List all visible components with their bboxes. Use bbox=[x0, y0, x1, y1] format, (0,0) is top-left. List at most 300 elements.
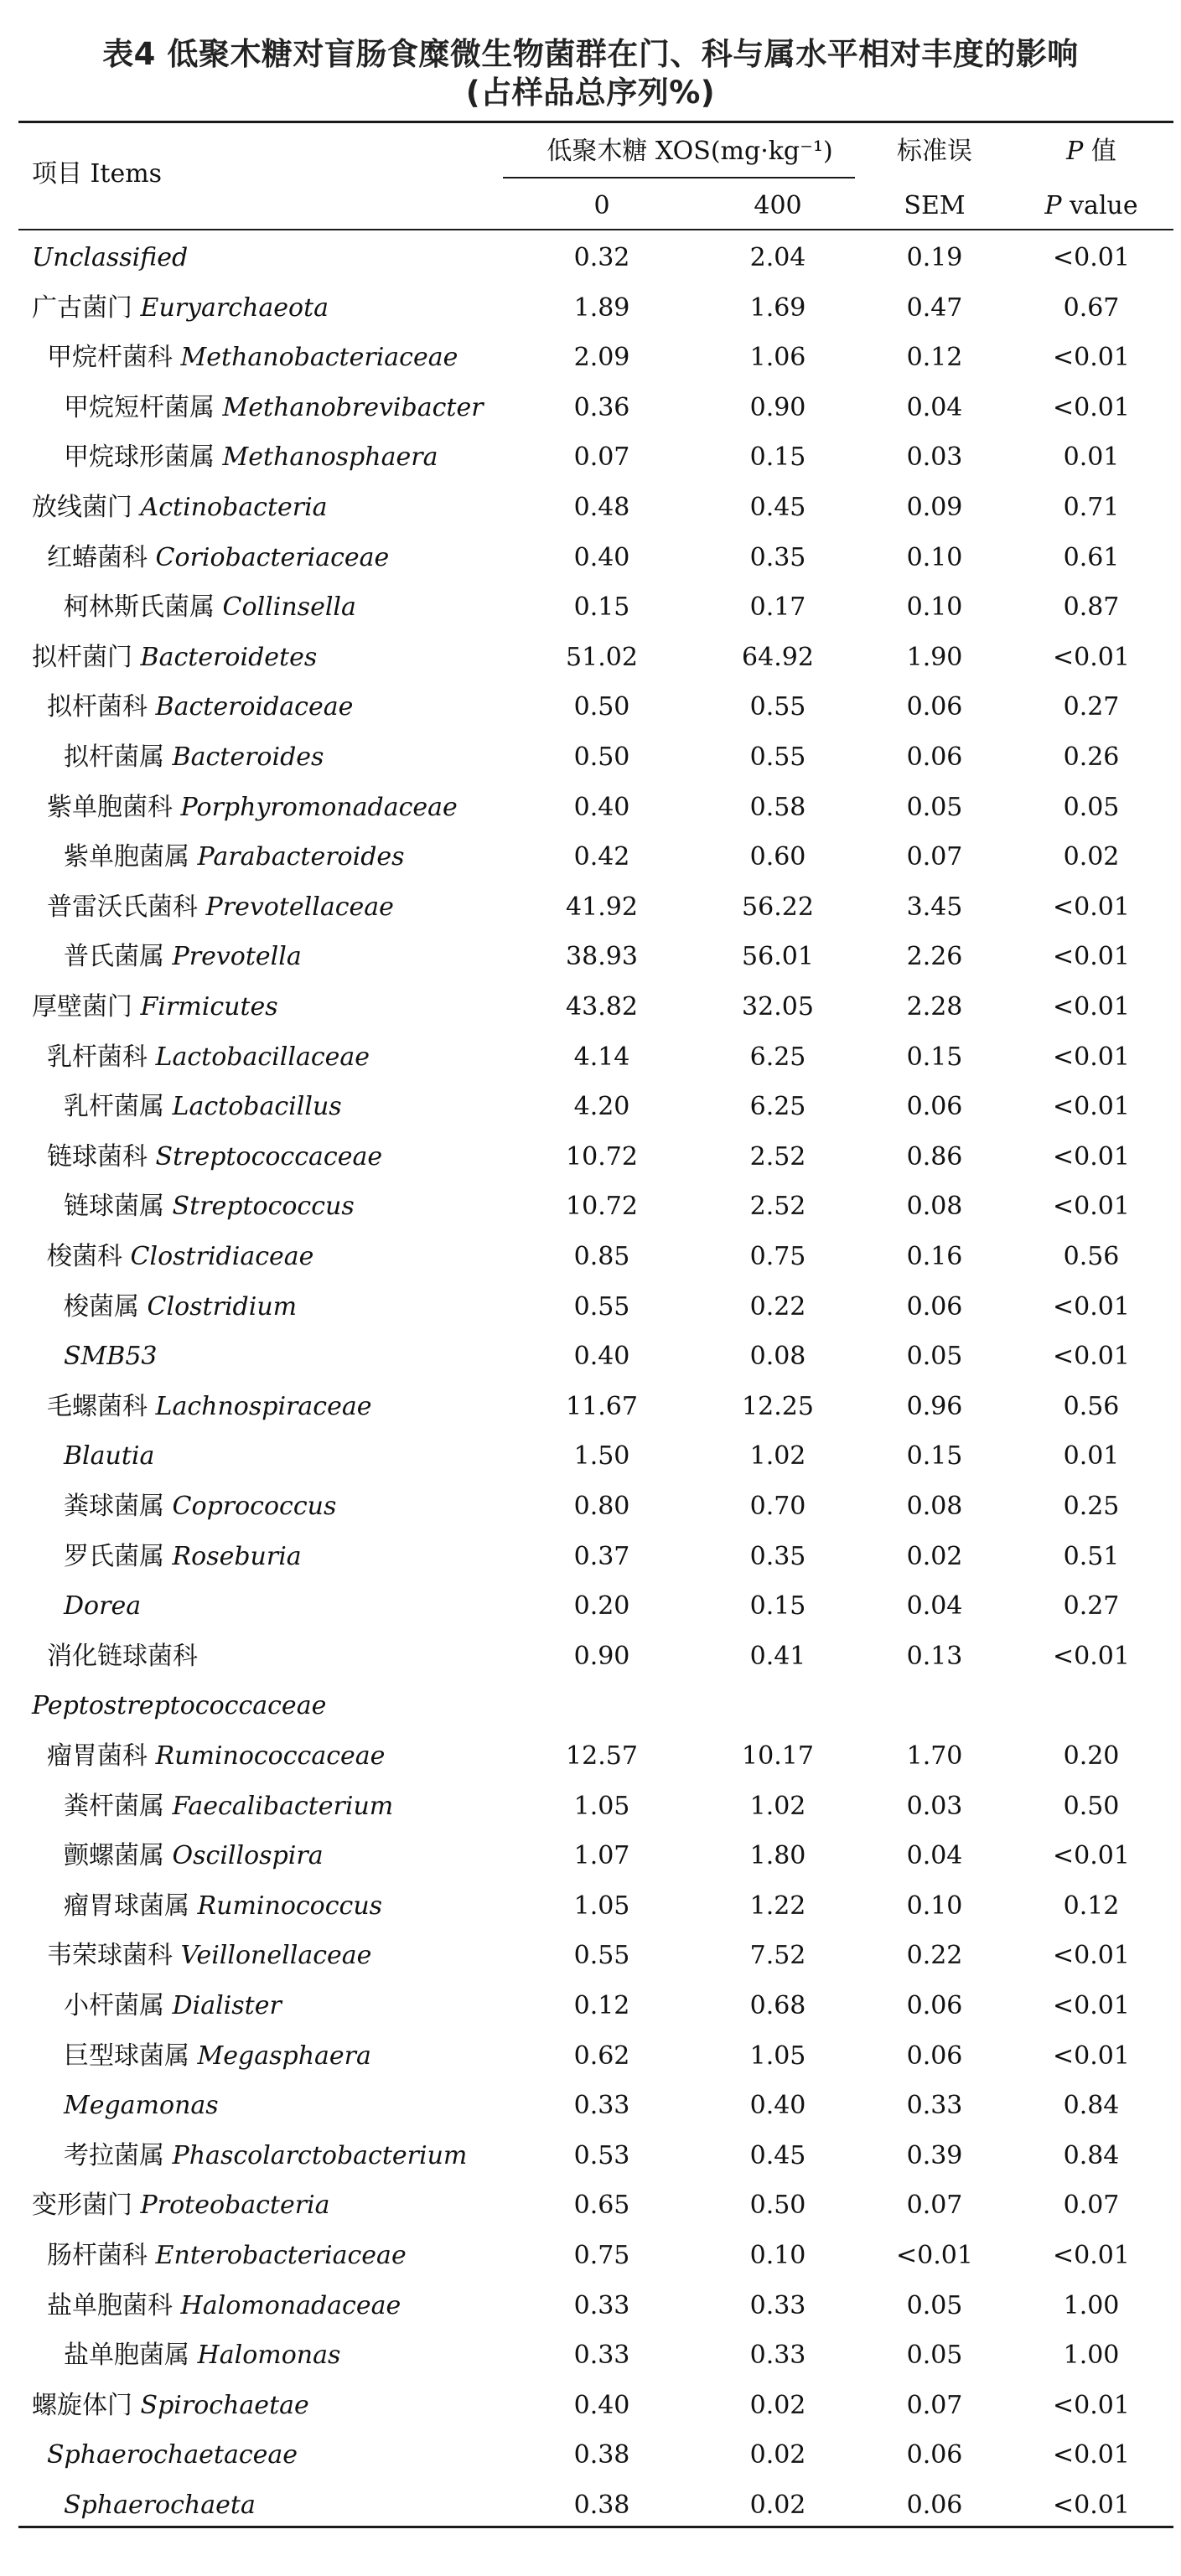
table-row bbox=[0, 2231, 1181, 2281]
table-row bbox=[0, 932, 1181, 982]
value-sem: 0.08 bbox=[906, 1192, 963, 1222]
table-row bbox=[0, 2031, 1181, 2082]
taxon-chinese-name: 变形菌门 bbox=[32, 2191, 141, 2221]
value-p: 1.00 bbox=[1063, 2290, 1120, 2320]
table-row bbox=[0, 1232, 1181, 1282]
table-row bbox=[0, 2330, 1181, 2381]
taxon-chinese-name: 红蝽菌科 bbox=[47, 542, 156, 572]
value-xos-400: 56.22 bbox=[742, 892, 814, 922]
taxon-scientific-name: Parabacteroides bbox=[197, 842, 405, 872]
header-p-cn-text: 值 bbox=[1083, 137, 1116, 166]
value-p: 0.50 bbox=[1063, 1791, 1120, 1821]
taxon-scientific-name: Sphaerochaetaceae bbox=[47, 2440, 298, 2470]
value-sem: 0.06 bbox=[906, 2440, 963, 2470]
value-sem: 0.04 bbox=[906, 392, 963, 422]
value-xos-0: 51.02 bbox=[566, 642, 638, 672]
value-xos-400: 2.04 bbox=[749, 243, 806, 272]
value-p: 1.00 bbox=[1063, 2341, 1120, 2371]
value-xos-0: 10.72 bbox=[566, 1141, 638, 1172]
table-row bbox=[0, 283, 1181, 334]
taxon-chinese-name: 盐单胞菌科 bbox=[47, 2290, 181, 2320]
taxon-chinese-name: 甲烷杆菌科 bbox=[47, 343, 181, 373]
taxon-scientific-name: Megamonas bbox=[64, 2091, 219, 2121]
value-sem: 0.19 bbox=[906, 243, 963, 272]
value-p: 0.67 bbox=[1063, 292, 1120, 323]
value-xos-0: 0.50 bbox=[573, 742, 630, 772]
taxon-scientific-name: Coprococcus bbox=[172, 1492, 337, 1521]
value-xos-400: 12.25 bbox=[742, 1391, 814, 1421]
value-sem: 0.96 bbox=[906, 1391, 963, 1421]
table-row bbox=[0, 333, 1181, 383]
value-p: <0.01 bbox=[1053, 942, 1130, 972]
value-sem: 0.09 bbox=[906, 493, 963, 522]
taxon-scientific-name: Lactobacillus bbox=[172, 1092, 342, 1122]
value-p: <0.01 bbox=[1053, 2440, 1130, 2470]
row-label bbox=[64, 1482, 336, 1532]
table-row bbox=[0, 1931, 1181, 1981]
value-p: <0.01 bbox=[1053, 1941, 1130, 1971]
value-xos-0: 4.14 bbox=[573, 1042, 630, 1072]
value-p: 0.56 bbox=[1063, 1391, 1120, 1421]
value-xos-0: 0.32 bbox=[573, 243, 630, 272]
value-sem: 2.28 bbox=[906, 992, 963, 1022]
table-row bbox=[0, 2180, 1181, 2231]
row-label bbox=[64, 1182, 355, 1232]
taxon-scientific-name: Halomonas bbox=[197, 2341, 341, 2371]
value-xos-0: 1.50 bbox=[573, 1441, 630, 1472]
taxon-scientific-name: Faecalibacterium bbox=[172, 1791, 394, 1821]
value-sem: 0.05 bbox=[906, 792, 963, 822]
value-xos-0: 0.50 bbox=[573, 692, 630, 722]
row-label bbox=[64, 383, 484, 433]
table-row bbox=[0, 1482, 1181, 1532]
row-label bbox=[47, 1382, 371, 1432]
taxon-scientific-name: Dialister bbox=[172, 1991, 282, 2020]
value-p: <0.01 bbox=[1053, 1342, 1130, 1372]
taxon-scientific-name: Lachnospiraceae bbox=[155, 1391, 372, 1421]
value-xos-400: 1.06 bbox=[749, 343, 806, 373]
taxon-chinese-name: 拟杆菌门 bbox=[32, 642, 141, 672]
value-xos-400: 0.02 bbox=[749, 2390, 806, 2420]
value-xos-0: 1.05 bbox=[573, 1891, 630, 1921]
table-row bbox=[0, 1831, 1181, 1881]
table-row bbox=[0, 233, 1181, 283]
value-sem: 0.03 bbox=[906, 442, 963, 473]
value-p: 0.27 bbox=[1063, 1591, 1120, 1622]
value-p: 0.20 bbox=[1063, 1741, 1120, 1771]
value-xos-400: 0.33 bbox=[749, 2290, 806, 2320]
taxon-chinese-name: 瘤胃菌科 bbox=[47, 1741, 156, 1771]
row-label bbox=[47, 333, 458, 383]
taxon-scientific-name: Halomonadaceae bbox=[180, 2290, 401, 2320]
taxon-scientific-name: Streptococcaceae bbox=[155, 1141, 383, 1172]
table-row bbox=[0, 1082, 1181, 1132]
value-xos-400: 0.22 bbox=[749, 1291, 806, 1322]
value-xos-0: 2.09 bbox=[573, 343, 630, 373]
row-label bbox=[32, 1681, 326, 1731]
taxon-chinese-name: 肠杆菌科 bbox=[47, 2241, 156, 2270]
table-row bbox=[0, 2480, 1181, 2531]
table-row bbox=[0, 1731, 1181, 1782]
row-label bbox=[32, 283, 329, 334]
value-xos-0: 0.75 bbox=[573, 2241, 630, 2270]
value-xos-400: 1.22 bbox=[749, 1891, 806, 1921]
value-xos-400: 2.52 bbox=[749, 1141, 806, 1172]
taxon-chinese-name: 瘤胃球菌属 bbox=[64, 1891, 198, 1921]
taxon-chinese-name: 普氏菌属 bbox=[64, 942, 173, 972]
value-xos-400: 0.70 bbox=[749, 1492, 806, 1521]
value-sem: 0.13 bbox=[906, 1641, 963, 1671]
value-sem: 0.06 bbox=[906, 2491, 963, 2520]
value-xos-400: 0.45 bbox=[749, 2140, 806, 2170]
header-p-en-symbol: P bbox=[1044, 191, 1062, 220]
taxon-chinese-name: 颤螺菌属 bbox=[64, 1841, 173, 1871]
value-p: <0.01 bbox=[1053, 892, 1130, 922]
row-label bbox=[47, 1232, 313, 1282]
taxon-chinese-name: 螺旋体门 bbox=[32, 2390, 141, 2420]
taxon-chinese-name: 乳杆菌属 bbox=[64, 1092, 173, 1122]
table-row bbox=[0, 1332, 1181, 1382]
value-sem: 0.06 bbox=[906, 2041, 963, 2071]
value-xos-400: 0.15 bbox=[749, 1591, 806, 1622]
taxon-scientific-name: Clostridiaceae bbox=[130, 1242, 314, 1271]
value-p: <0.01 bbox=[1053, 992, 1130, 1022]
value-xos-400: 0.58 bbox=[749, 792, 806, 822]
table-row bbox=[0, 1132, 1181, 1182]
taxon-scientific-name: Sphaerochaeta bbox=[64, 2491, 256, 2520]
value-p: <0.01 bbox=[1053, 642, 1130, 672]
value-sem: 1.90 bbox=[906, 642, 963, 672]
taxon-chinese-name: 粪球菌属 bbox=[64, 1492, 173, 1521]
header-p-cn-symbol: P bbox=[1066, 137, 1084, 166]
value-sem: 0.04 bbox=[906, 1591, 963, 1622]
value-xos-400: 7.52 bbox=[749, 1941, 806, 1971]
table-row bbox=[0, 1681, 1181, 1731]
value-sem: 0.04 bbox=[906, 1841, 963, 1871]
table-subtitle: (占样品总序列%) bbox=[465, 75, 716, 111]
value-xos-0: 0.33 bbox=[573, 2341, 630, 2371]
row-label bbox=[64, 432, 438, 483]
value-xos-400: 0.15 bbox=[749, 442, 806, 473]
table-row bbox=[0, 582, 1181, 633]
taxon-scientific-name: Prevotella bbox=[172, 942, 302, 972]
value-sem: 0.07 bbox=[906, 2390, 963, 2420]
value-p: <0.01 bbox=[1053, 1141, 1130, 1172]
value-xos-400: 6.25 bbox=[749, 1042, 806, 1072]
value-sem: 0.06 bbox=[906, 1991, 963, 2020]
table-row bbox=[0, 2430, 1181, 2480]
value-xos-400: 0.02 bbox=[749, 2440, 806, 2470]
table-row bbox=[0, 732, 1181, 783]
row-label bbox=[64, 2131, 467, 2181]
taxon-scientific-name: Veillonellaceae bbox=[180, 1941, 372, 1971]
value-sem: 0.10 bbox=[906, 1891, 963, 1921]
value-xos-0: 0.80 bbox=[573, 1492, 630, 1521]
taxon-scientific-name: SMB53 bbox=[64, 1342, 158, 1372]
taxon-scientific-name: Coriobacteriaceae bbox=[155, 542, 390, 572]
taxon-scientific-name: Bacteroides bbox=[172, 742, 324, 772]
value-xos-400: 0.75 bbox=[749, 1242, 806, 1271]
value-p: <0.01 bbox=[1053, 2241, 1130, 2270]
taxon-chinese-name: 甲烷短杆菌属 bbox=[64, 392, 223, 422]
value-xos-0: 0.48 bbox=[573, 493, 630, 522]
header-sem: SEM bbox=[904, 191, 966, 220]
row-label bbox=[32, 982, 278, 1032]
taxon-scientific-name: Collinsella bbox=[222, 592, 356, 623]
taxon-scientific-name: Ruminococcaceae bbox=[155, 1741, 386, 1771]
value-sem: 0.07 bbox=[906, 842, 963, 872]
table-row bbox=[0, 783, 1181, 833]
taxon-chinese-name: 盐单胞菌属 bbox=[64, 2341, 198, 2371]
value-p: 0.27 bbox=[1063, 692, 1120, 722]
table-row bbox=[0, 682, 1181, 732]
taxon-scientific-name: Blautia bbox=[64, 1441, 155, 1472]
value-xos-0: 0.90 bbox=[573, 1641, 630, 1671]
taxon-scientific-name: Enterobacteriaceae bbox=[155, 2241, 407, 2270]
row-label bbox=[64, 2330, 340, 2381]
value-xos-400: 0.68 bbox=[749, 1991, 806, 2020]
value-p: 0.61 bbox=[1063, 542, 1120, 572]
value-xos-0: 0.40 bbox=[573, 542, 630, 572]
value-xos-0: 4.20 bbox=[573, 1092, 630, 1122]
value-xos-0: 43.82 bbox=[566, 992, 638, 1022]
value-xos-0: 0.40 bbox=[573, 1342, 630, 1372]
taxon-chinese-name: 小杆菌属 bbox=[64, 1991, 173, 2020]
value-sem: 0.06 bbox=[906, 692, 963, 722]
value-xos-0: 1.89 bbox=[573, 292, 630, 323]
value-p: <0.01 bbox=[1053, 2390, 1130, 2420]
value-sem: 0.47 bbox=[906, 292, 963, 323]
value-sem: 0.16 bbox=[906, 1242, 963, 1271]
taxon-scientific-name: Methanobrevibacter bbox=[222, 392, 484, 422]
taxon-chinese-name: 放线菌门 bbox=[32, 493, 141, 522]
row-label bbox=[64, 1532, 302, 1582]
taxon-chinese-name: 拟杆菌科 bbox=[47, 692, 156, 722]
taxon-chinese-name: 甲烷球形菌属 bbox=[64, 442, 223, 473]
table-row bbox=[0, 2281, 1181, 2331]
value-xos-0: 12.57 bbox=[566, 1741, 638, 1771]
value-xos-400: 0.08 bbox=[749, 1342, 806, 1372]
value-xos-0: 0.40 bbox=[573, 2390, 630, 2420]
header-xos: 低聚木糖 XOS(mg·kg⁻¹) bbox=[546, 137, 833, 166]
value-p: <0.01 bbox=[1053, 1641, 1130, 1671]
taxon-scientific-name: Spirochaetae bbox=[140, 2390, 309, 2420]
table-row bbox=[0, 1182, 1181, 1232]
header-dose-400: 400 bbox=[754, 191, 802, 220]
value-xos-400: 1.05 bbox=[749, 2041, 806, 2071]
taxon-scientific-name: Clostridium bbox=[147, 1291, 298, 1322]
row-label bbox=[64, 832, 405, 882]
row-label bbox=[64, 2031, 371, 2082]
taxon-chinese-name: 罗氏菌属 bbox=[64, 1541, 173, 1571]
row-label bbox=[64, 1282, 297, 1332]
row-label bbox=[47, 1731, 385, 1782]
value-p: 0.84 bbox=[1063, 2091, 1120, 2121]
row-label bbox=[64, 2081, 219, 2131]
value-xos-0: 0.37 bbox=[573, 1541, 630, 1571]
value-sem: 0.33 bbox=[906, 2091, 963, 2121]
taxon-scientific-name: Euryarchaeota bbox=[140, 292, 329, 323]
value-xos-0: 10.72 bbox=[566, 1192, 638, 1222]
value-xos-0: 0.42 bbox=[573, 842, 630, 872]
value-xos-0: 0.20 bbox=[573, 1591, 630, 1622]
header-dose-0: 0 bbox=[593, 191, 610, 220]
value-xos-400: 1.69 bbox=[749, 292, 806, 323]
value-xos-400: 32.05 bbox=[742, 992, 814, 1022]
row-label bbox=[32, 633, 317, 683]
row-label bbox=[47, 2281, 401, 2331]
value-sem: 0.15 bbox=[906, 1441, 963, 1472]
row-label bbox=[47, 682, 353, 732]
taxon-chinese-name: 链球菌属 bbox=[64, 1192, 173, 1222]
value-p: <0.01 bbox=[1053, 1042, 1130, 1072]
value-xos-0: 0.36 bbox=[573, 392, 630, 422]
taxon-scientific-name: Phascolarctobacterium bbox=[172, 2140, 468, 2170]
table-row bbox=[0, 982, 1181, 1032]
value-xos-400: 56.01 bbox=[742, 942, 814, 972]
taxon-chinese-name: 梭菌属 bbox=[64, 1291, 148, 1322]
value-sem: 0.86 bbox=[906, 1141, 963, 1172]
value-sem: 1.70 bbox=[906, 1741, 963, 1771]
value-xos-0: 1.07 bbox=[573, 1841, 630, 1871]
taxon-scientific-name: Porphyromonadaceae bbox=[180, 792, 458, 822]
taxon-scientific-name: Prevotellaceae bbox=[205, 892, 394, 922]
value-sem: 0.07 bbox=[906, 2191, 963, 2221]
taxon-chinese-name: 拟杆菌属 bbox=[64, 742, 173, 772]
taxon-chinese-name: 乳杆菌科 bbox=[47, 1042, 156, 1072]
value-xos-0: 0.12 bbox=[573, 1991, 630, 2020]
table-header-rule bbox=[18, 229, 1173, 230]
row-label bbox=[47, 783, 458, 833]
taxon-chinese-name: 消化链球菌科 bbox=[47, 1641, 198, 1671]
header-p-en-text: value bbox=[1061, 191, 1138, 220]
taxon-scientific-name: Megasphaera bbox=[197, 2041, 371, 2071]
table-row bbox=[0, 882, 1181, 933]
value-xos-400: 0.55 bbox=[749, 742, 806, 772]
value-sem: 0.06 bbox=[906, 1291, 963, 1322]
value-p: 0.87 bbox=[1063, 592, 1120, 623]
row-label bbox=[32, 233, 188, 283]
taxon-scientific-name: Proteobacteria bbox=[140, 2191, 330, 2221]
value-p: <0.01 bbox=[1053, 392, 1130, 422]
taxon-chinese-name: 紫单胞菌科 bbox=[47, 792, 181, 822]
row-label bbox=[47, 1632, 198, 1682]
table-row bbox=[0, 1282, 1181, 1332]
value-p: 0.01 bbox=[1063, 442, 1120, 473]
taxon-chinese-name: 柯林斯氏菌属 bbox=[64, 592, 223, 623]
value-p: 0.84 bbox=[1063, 2140, 1120, 2170]
taxon-chinese-name: 粪杆菌属 bbox=[64, 1791, 173, 1821]
value-p: <0.01 bbox=[1053, 2491, 1130, 2520]
table-row bbox=[0, 432, 1181, 483]
header-p-en bbox=[1044, 191, 1138, 220]
value-xos-400: 0.60 bbox=[749, 842, 806, 872]
taxon-chinese-name: 毛螺菌科 bbox=[47, 1391, 156, 1421]
taxon-chinese-name: 梭菌科 bbox=[47, 1242, 131, 1271]
value-xos-400: 0.41 bbox=[749, 1641, 806, 1671]
value-sem: 0.06 bbox=[906, 742, 963, 772]
table-row bbox=[0, 2381, 1181, 2431]
value-xos-0: 0.33 bbox=[573, 2091, 630, 2121]
row-label bbox=[64, 732, 324, 783]
header-sem-cn: 标准误 bbox=[897, 137, 972, 166]
row-label bbox=[47, 882, 394, 933]
table-row bbox=[0, 832, 1181, 882]
value-sem: <0.01 bbox=[896, 2241, 973, 2270]
row-label bbox=[32, 2381, 309, 2431]
row-label bbox=[32, 2180, 330, 2231]
row-label bbox=[64, 1782, 393, 1832]
value-xos-400: 0.55 bbox=[749, 692, 806, 722]
value-sem: 3.45 bbox=[906, 892, 963, 922]
value-p: 0.02 bbox=[1063, 842, 1120, 872]
value-xos-400: 0.40 bbox=[749, 2091, 806, 2121]
taxon-scientific-name: Lactobacillaceae bbox=[155, 1042, 370, 1072]
row-label bbox=[64, 1981, 282, 2031]
value-xos-0: 0.15 bbox=[573, 592, 630, 623]
value-p: <0.01 bbox=[1053, 1991, 1130, 2020]
value-xos-0: 0.85 bbox=[573, 1242, 630, 1271]
value-sem: 0.02 bbox=[906, 1541, 963, 1571]
table-row bbox=[0, 1581, 1181, 1632]
value-xos-0: 11.67 bbox=[566, 1391, 638, 1421]
value-p: <0.01 bbox=[1053, 1291, 1130, 1322]
value-p: <0.01 bbox=[1053, 1841, 1130, 1871]
value-xos-0: 0.33 bbox=[573, 2290, 630, 2320]
row-label bbox=[47, 1132, 382, 1182]
table-row bbox=[0, 1981, 1181, 2031]
value-p: 0.07 bbox=[1063, 2191, 1120, 2221]
row-label bbox=[47, 2231, 407, 2281]
taxon-scientific-name: Bacteroidaceae bbox=[155, 692, 354, 722]
taxon-scientific-name: Dorea bbox=[64, 1591, 142, 1622]
taxon-scientific-name: Methanobacteriaceae bbox=[180, 343, 458, 373]
table-row bbox=[0, 1532, 1181, 1582]
taxon-scientific-name: Actinobacteria bbox=[140, 493, 328, 522]
value-xos-0: 1.05 bbox=[573, 1791, 630, 1821]
table-row bbox=[0, 1632, 1181, 1682]
taxon-chinese-name: 韦荣球菌科 bbox=[47, 1941, 181, 1971]
taxon-scientific-name: Ruminococcus bbox=[197, 1891, 383, 1921]
value-xos-0: 0.07 bbox=[573, 442, 630, 473]
xos-underline-rule bbox=[503, 177, 855, 178]
header-items: 项目 Items bbox=[32, 159, 163, 189]
value-xos-0: 0.55 bbox=[573, 1941, 630, 1971]
value-xos-400: 0.17 bbox=[749, 592, 806, 623]
taxon-scientific-name: Bacteroidetes bbox=[140, 642, 318, 672]
value-p: 0.01 bbox=[1063, 1441, 1120, 1472]
value-xos-400: 2.52 bbox=[749, 1192, 806, 1222]
value-sem: 0.12 bbox=[906, 343, 963, 373]
taxon-chinese-name: 考拉菌属 bbox=[64, 2140, 173, 2170]
table-row bbox=[0, 2081, 1181, 2131]
value-sem: 0.15 bbox=[906, 1042, 963, 1072]
taxon-scientific-name: Firmicutes bbox=[140, 992, 278, 1022]
value-sem: 2.26 bbox=[906, 942, 963, 972]
row-label bbox=[47, 533, 389, 583]
value-sem: 0.39 bbox=[906, 2140, 963, 2170]
value-sem: 0.10 bbox=[906, 592, 963, 623]
row-label bbox=[64, 1881, 382, 1932]
taxon-scientific-name: Roseburia bbox=[172, 1541, 302, 1571]
value-xos-400: 0.45 bbox=[749, 493, 806, 522]
value-sem: 0.03 bbox=[906, 1791, 963, 1821]
value-xos-0: 0.53 bbox=[573, 2140, 630, 2170]
table-row bbox=[0, 1032, 1181, 1083]
value-xos-400: 1.02 bbox=[749, 1791, 806, 1821]
value-xos-400: 0.10 bbox=[749, 2241, 806, 2270]
value-xos-400: 0.02 bbox=[749, 2491, 806, 2520]
